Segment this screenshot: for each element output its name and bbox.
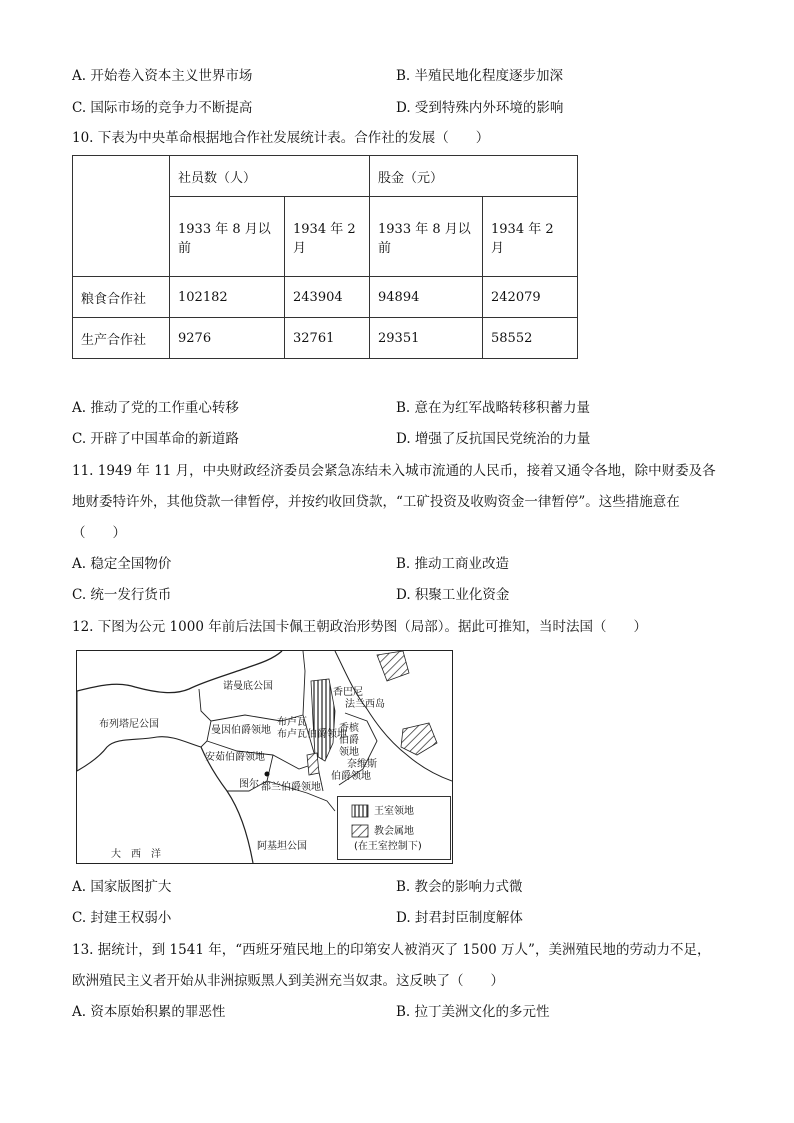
table-group-header: 股金（元）: [370, 156, 578, 197]
q9-option-c[interactable]: C. 国际市场的竞争力不断提高: [72, 100, 253, 116]
q12-option-a[interactable]: A. 国家版图扩大: [72, 879, 172, 895]
royal-swatch: [352, 805, 368, 817]
table-cell: 94894: [370, 277, 483, 318]
table-cell: 243904: [285, 277, 370, 318]
map-label-nevers-b: 伯爵领地: [331, 771, 371, 782]
q9-option-a[interactable]: A. 开始卷入资本主义世界市场: [72, 68, 253, 84]
map-label-tours: 图尔: [239, 779, 259, 790]
q12-option-b[interactable]: B. 教会的影响力式微: [396, 879, 523, 895]
map-label-anjou: 安茹伯爵领地: [205, 752, 265, 763]
q13-stem-line1: 13. 据统计，到 1541 年，“西班牙殖民地上的印第安人被消灭了 1500 万人”，美洲殖民地的劳动力不足，: [72, 942, 711, 958]
table-cell: 32761: [285, 318, 370, 359]
q12-option-c[interactable]: C. 封建王权弱小: [72, 910, 172, 926]
map-legend: [337, 796, 451, 860]
table-row-label: 粮食合作社: [73, 277, 170, 318]
q11-option-c[interactable]: C. 统一发行货币: [72, 587, 172, 603]
q13-option-b[interactable]: B. 拉丁美洲文化的多元性: [396, 1004, 550, 1020]
map-label-champagne: 香槟: [339, 723, 359, 734]
q9-option-d[interactable]: D. 受到特殊内外环境的影响: [396, 100, 564, 116]
capetian-france-map: [76, 650, 453, 864]
table-sub-header: 1934 年 2 月: [483, 197, 578, 277]
table-cell: 29351: [370, 318, 483, 359]
legend-church: 教会属地: [374, 826, 414, 837]
q10-option-b[interactable]: B. 意在为红军战略转移积蓄力量: [396, 400, 591, 416]
q11-stem-line1: 11. 1949 年 11 月，中央财政经济委员会紧急冻结未入城市流通的人民币，接着又通令各地，除中财委及各: [72, 463, 716, 479]
q13-stem-line2: 欧洲殖民主义者开始从非洲掠贩黑人到美洲充当奴隶。这反映了（ ）: [72, 973, 504, 989]
table-cell: 242079: [483, 277, 578, 318]
map-label-touraine: 都兰伯爵领地: [261, 782, 321, 793]
table-sub-header: 1933 年 8 月以前: [170, 197, 285, 277]
map-label-nevers: 奈维斯: [347, 759, 377, 770]
table-row: [73, 318, 578, 359]
q9-option-b[interactable]: B. 半殖民地化程度逐步加深: [396, 68, 564, 84]
table-sub-header: 1933 年 8 月以前: [370, 197, 483, 277]
church-swatch: [352, 825, 368, 837]
table-cell: 102182: [170, 277, 285, 318]
q11-option-b[interactable]: B. 推动工商业改造: [396, 556, 510, 572]
q10-stem: 10. 下表为中央革命根据地合作社发展统计表。合作社的发展（ ）: [72, 130, 490, 146]
table-cell: 9276: [170, 318, 285, 359]
legend-church-note: (在王室控制下): [354, 841, 422, 852]
map-label-brittany: 布列塔尼公国: [99, 719, 159, 730]
q10-option-a[interactable]: A. 推动了党的工作重心转移: [72, 400, 239, 416]
map-label-normandy: 诺曼底公国: [223, 681, 273, 692]
cooperative-stats-table: [72, 155, 578, 359]
q11-option-d[interactable]: D. 积聚工业化资金: [396, 587, 510, 603]
map-label-maine: 曼因伯爵领地: [211, 725, 271, 736]
legend-royal: 王室领地: [374, 806, 414, 817]
q12-option-d[interactable]: D. 封君封臣制度解体: [396, 910, 523, 926]
map-label-aquitaine: 阿基坦公国: [257, 841, 307, 852]
table-row: [73, 277, 578, 318]
q10-option-c[interactable]: C. 开辟了中国革命的新道路: [72, 431, 239, 447]
q13-option-a[interactable]: A. 资本原始积累的罪恶性: [72, 1004, 226, 1020]
map-label-blois: 布卢瓦: [277, 717, 307, 728]
table-sub-header: 1934 年 2 月: [285, 197, 370, 277]
table-corner-cell: [73, 156, 170, 277]
map-label-champagne-c: 领地: [339, 747, 359, 758]
table-cell: 58552: [483, 318, 578, 359]
map-label-champagne-b: 伯爵: [339, 735, 359, 746]
map-label-ocean: 大 西 洋: [111, 849, 161, 860]
q11-stem-line2: 地财委特许外，其他贷款一律暂停，并按约收回贷款，“工矿投资及收购资金一律暂停”。这些措施意在: [72, 494, 680, 510]
table-group-header: 社员数（人）: [170, 156, 370, 197]
q11-option-a[interactable]: A. 稳定全国物价: [72, 556, 172, 572]
q11-stem-line3: （ ）: [72, 525, 126, 541]
q10-option-d[interactable]: D. 增强了反抗国民党统治的力量: [396, 431, 591, 447]
map-label-blois-b: 布卢瓦伯爵领地: [277, 729, 347, 740]
q12-stem: 12. 下图为公元 1000 年前后法国卡佩王朝政治形势图（局部）。据此可推知，当时法国（ ）: [72, 619, 647, 635]
map-label-flanders: 香巴尼: [333, 687, 363, 698]
table-row-label: 生产合作社: [73, 318, 170, 359]
map-label-ile-de-france: 法兰西岛: [345, 699, 385, 710]
